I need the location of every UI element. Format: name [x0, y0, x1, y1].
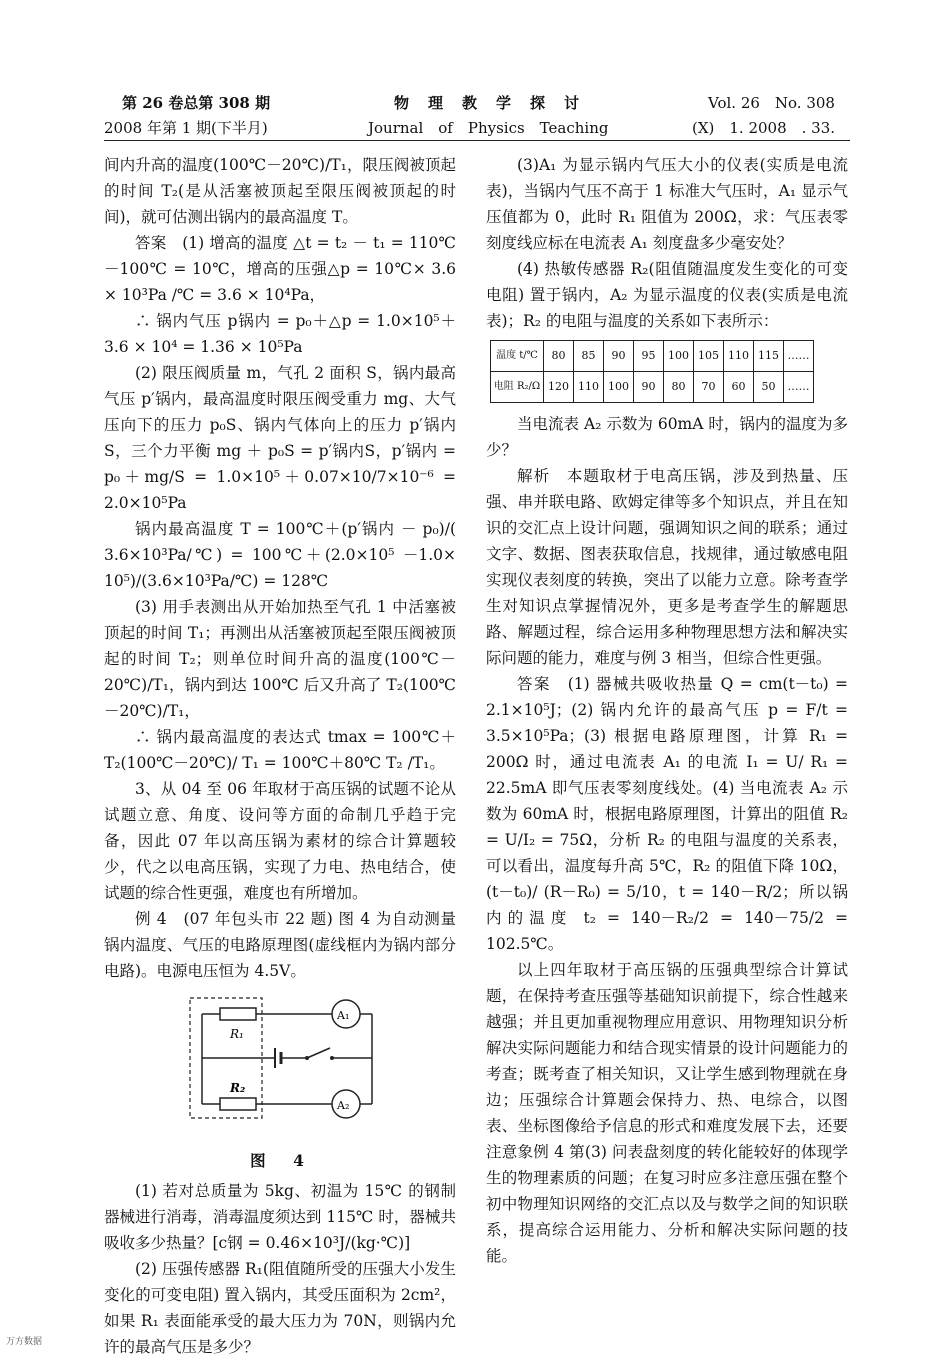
circuit-diagram — [180, 988, 380, 1138]
left-column — [104, 152, 456, 1360]
resistor-r1 — [220, 1008, 256, 1020]
paragraph: 锅内最高温度 T = 100℃＋(p′锅内 － p₀)/( 3.6×10³Pa/℃) = 100℃＋(2.0×10⁵ －1.0× 10⁵)/(3.6×10³Pa/℃) = 128℃ — [104, 520, 456, 590]
table-cell: 80 — [544, 341, 574, 372]
table-cell: 115 — [754, 341, 784, 372]
table-header: 温度 t/℃ — [491, 341, 544, 372]
journal-title-cn: 物 理 教 学 探 讨 — [394, 94, 582, 112]
paragraph: (2) 限压阀质量 m，气孔 2 面积 S，锅内最高气压 p′锅内，最高温度时限压阀受重力 mg、大气压向下的压力 p₀S、锅内气体向上的压力 p′锅内S，三个力平衡 mg ＋ p₀S = p′锅内S，p′锅内 = p₀＋mg/S = 1.0×10⁵＋0.07×10/7×10⁻⁶ = 2.0×10⁵Pa — [104, 364, 456, 512]
table-cell: 70 — [694, 372, 724, 403]
page-info: (X) 1. 2008 . 33. — [692, 119, 836, 137]
table-cell: 100 — [604, 372, 634, 403]
example-paragraph: 例 4 (07 年包头市 22 题) 图 4 为自动测量锅内温度、气压的电路原理图(虚线框内为锅内部分电路)。电源电压恒为 4.5V。 — [104, 910, 456, 980]
label-r1: R₁ — [230, 1027, 244, 1041]
table-cell: 80 — [664, 372, 694, 403]
paragraph: 3、从 04 至 06 年取材于高压锅的试题不论从试题立意、角度、设问等方面的命制几乎趋于完备，因此 07 年以高压锅为素材的综合计算题较少，代之以电高压锅，实现了力电、热电结合，使试题的综合性更强，难度也有所增加。 — [104, 780, 456, 902]
switch-icon — [307, 1048, 330, 1058]
table-row — [491, 372, 814, 403]
answer-paragraph: 答案 (1) 增高的温度 △t = t₂ － t₁ = 110℃－100℃ = 10℃，增高的压强△p = 10℃× 3.6 × 10³Pa /℃ = 3.6 × 10⁴Pa， — [104, 234, 456, 304]
paragraph: (3) 用手表测出从开始加热至气孔 1 中活塞被顶起的时间 T₁；再测出从活塞被顶起至限压阀被顶起的时间 T₂；则单位时间升高的温度(100℃－20℃)/T₁，锅内到达 100℃ 后又升高了 T₂(100℃－20℃)/T₁， — [104, 598, 456, 720]
footer-watermark: 万方数据 — [6, 1337, 43, 1347]
table-cell: 120 — [544, 372, 574, 403]
journal-title-en: Journal of Physics Teaching — [368, 119, 609, 137]
resistance-table — [490, 340, 814, 403]
label-a1: A₁ — [337, 1009, 350, 1022]
table-cell: 105 — [694, 341, 724, 372]
question-paragraph: (2) 压强传感器 R₁(阻值随所受的压强大小发生变化的可变电阻) 置入锅内，其受压面积为 2cm²，如果 R₁ 表面能承受的最大压力为 70N，则锅内允许的最高气压是多少？ — [104, 1260, 456, 1356]
conclusion-paragraph: 以上四年取材于高压锅的压强典型综合计算试题，在保持考查压强等基础知识前提下，综合性越来越强；并且更加重视物理应用意识、用物理知识分析解决实际问题能力和结合现实情景的设计问题能力的考查；既考查了相关知识，又让学生感到物理就在身边；压强综合计算题会保持力、热、电综合，以图表、坐标图像给予信息的形式和难度发展下去，还要注意象例 4 第(3) 问表盘刻度的转化能较好的体现学生的物理素质的问题；在复习时应多注意压强在整个初中物理知识网络的交汇点以及与数学之间的知识联系，提高综合运用能力、分析和解决实际问题的技能。 — [486, 961, 848, 1265]
table-cell: 110 — [724, 341, 754, 372]
circuit-figure — [104, 988, 456, 1174]
table-cell: 50 — [754, 372, 784, 403]
table-cell: 100 — [664, 341, 694, 372]
issue-date: 2008 年第 1 期(下半月) — [104, 119, 268, 137]
table-cell: …… — [784, 372, 814, 403]
table-cell: …… — [784, 341, 814, 372]
table-header: 电阻 R₂/Ω — [491, 372, 544, 403]
right-column — [486, 152, 848, 1269]
answer-paragraph: 答案 (1) 器械共吸收热量 Q = cm(t－t₀) = 2.1×10⁵J；(2) 锅内允许的最高气压 p = F/t = 3.5×10⁵Pa；(3) 根据电路原理图，计算 R₁ = 200Ω 时，通过电流表 A₁ 的电流 I₁ = U/ R₁ = 22.5mA 即气压表零刻度线处。(4) 当电流表 A₂ 示数为 60mA 时，根据电路原理图，计算出的阻值 R₂ = U/I₂ = 75Ω，分析 R₂ 的电阻与温度的关系表，可以看出，温度每升高 5℃，R₂ 的阻值下降 10Ω，(t－t₀)/ (R－R₀) = 5/10，t = 140－R/2；所以锅内的温度 t₂ = 140－R₂/2 = 140－75/2 = 102.5℃。 — [486, 675, 848, 953]
table-row — [491, 341, 814, 372]
analysis-paragraph: 解析 本题取材于电高压锅，涉及到热量、压强、串并联电路、欧姆定律等多个知识点，并且在知识的交汇点上设计问题，强调知识之间的联系；通过文字、数据、图表获取信息，找规律，通过敏感电阻实现仪表刻度的转换，突出了以能力立意。除考查学生对知识点掌握情况外，更多是考查学生的解题思路、解题过程，综合运用多种物理思想方法和解决实际问题的能力，难度与例 3 相当，但综合性更强。 — [486, 467, 848, 667]
header-rule — [104, 140, 850, 141]
table-cell: 95 — [634, 341, 664, 372]
question-paragraph: (3)A₁ 为显示锅内气压大小的仪表(实质是电流表)，当锅内气压不高于 1 标准大气压时，A₁ 显示气压值都为 0，此时 R₁ 阻值为 200Ω，求：气压表零刻度线应标在电流表 A₁ 刻度盘多少毫安处？ — [486, 156, 848, 252]
resistor-r2 — [220, 1098, 256, 1110]
label-a2: A₂ — [337, 1099, 350, 1112]
paragraph: ∴ 锅内最高温度的表达式 tmax = 100℃＋ T₂(100℃－20℃)/ T₁ = 100℃＋80℃ T₂ /T₁。 — [104, 728, 456, 772]
table-cell: 110 — [574, 372, 604, 403]
table-cell: 85 — [574, 341, 604, 372]
paragraph: 间内升高的温度(100℃－20℃)/T₁，限压阀被顶起的时间 T₂(是从活塞被顶起至限压阀被顶起的时间)，就可估测出锅内的最高温度 T。 — [104, 156, 456, 226]
table-cell: 60 — [724, 372, 754, 403]
volume-issue: 第 26 卷总第 308 期 — [122, 94, 271, 112]
label-r2: R₂ — [230, 1081, 246, 1095]
volume-number: Vol. 26 No. 308 — [708, 94, 835, 112]
question-paragraph: (1) 若对总质量为 5kg、初温为 15℃ 的钢制器械进行消毒，消毒温度须达到 115℃ 时，器械共吸收多少热量？[c钢 = 0.46×10³J/(kg·℃)] — [104, 1182, 456, 1252]
paragraph: ∴ 锅内气压 p锅内 = p₀＋△p = 1.0×10⁵＋ 3.6 × 10⁴ = 1.36 × 10⁵Pa — [104, 312, 456, 356]
question-paragraph: (4) 热敏传感器 R₂(阻值随温度发生变化的可变电阻) 置于锅内，A₂ 为显示温度的仪表(实质是电流表)；R₂ 的电阻与温度的关系如下表所示： — [486, 260, 848, 330]
table-cell: 90 — [634, 372, 664, 403]
figure-caption: 图 4 — [250, 1151, 310, 1170]
question-paragraph: 当电流表 A₂ 示数为 60mA 时，锅内的温度为多少？ — [486, 415, 848, 459]
table-cell: 90 — [604, 341, 634, 372]
